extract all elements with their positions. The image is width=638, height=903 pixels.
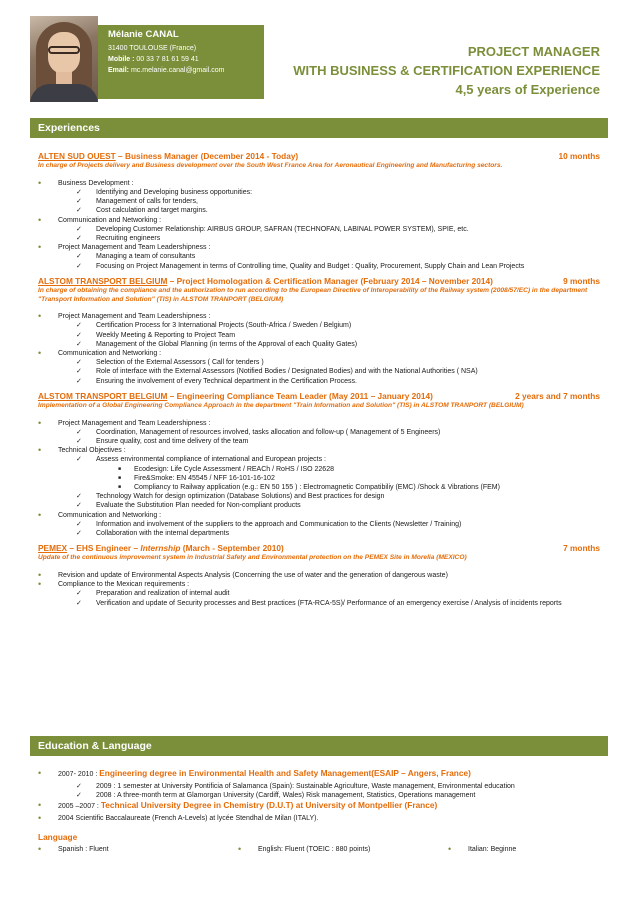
experience-list <box>38 152 600 614</box>
bullet-item: • Technical Objectives : <box>38 446 600 455</box>
bullet-item: ✓ Preparation and realization of internal audit <box>38 589 600 598</box>
bullet-item: ✓ Ensuring the involvement of every Technical department in the Certification Process. <box>38 377 600 386</box>
mobile: Mobile : 00 33 7 81 61 59 41 <box>108 56 199 63</box>
job-title <box>38 544 600 553</box>
bullet-item: ✓ Certification Process for 3 International Projects (South-Africa / Sweden / Belgium) <box>38 321 600 330</box>
job-role <box>38 392 433 401</box>
language-heading: Language <box>38 832 78 843</box>
bullet-item: ✓ Evaluate the Substitution Plan needed for Non-compliant products <box>38 501 600 510</box>
bullet-item: ✓ Management of the Global Planning (in terms of the Approval of each Quality Gates) <box>38 340 600 349</box>
bullet-item: • Project Management and Team Leadershipness : <box>38 312 600 321</box>
bullet-item: • Communication and Networking : <box>38 216 600 225</box>
job-title <box>38 277 600 286</box>
job-duration: 7 months <box>563 543 600 554</box>
job-duration: 2 years and 7 months <box>515 390 600 401</box>
job-bullets <box>38 179 600 271</box>
education-years: 2007- 2010 : <box>58 771 100 778</box>
contact-box <box>98 25 264 99</box>
job-description: Implementation of a Global Engineering Compliance Approach in the department "Train Information and Solution" (TIS) in ALSTOM TRANPORT (BELGIUM) <box>38 402 524 410</box>
bullet-item: ✓ Coordination, Management of resources involved, tasks allocation and follow-up ( Management of 5 Engineers) <box>38 428 600 437</box>
section-education: Education & Language <box>30 736 608 756</box>
bullet-item: ✓ Developing Customer Relationship: AIRBUS GROUP, SAFRAN (TECHNOFAN, LABINAL POWER SYSTEM), SPIE, etc. <box>38 225 600 234</box>
bullet-item: ✓ Selection of the External Assessors ( Call for tenders ) <box>38 358 600 367</box>
job-role-italic: Internship <box>140 543 181 554</box>
headline-title: PROJECT MANAGER <box>467 44 600 59</box>
candidate-name: Mélanie CANAL <box>108 29 179 40</box>
bullet-item: ✓ Verification and update of Security processes and Best practices (FTA-RCA-5S)/ Performance of an emergency exercise / Analysis of incidents reports <box>38 599 600 608</box>
job-bullets <box>38 571 600 608</box>
bullet-item: ✓ Weekly Meeting & Reporting to Project Team <box>38 331 600 340</box>
bullet-item: ✓ Role of interface with the External Assessors (Notified Bodies / Designated Bodies) and with the National Authorities ( NSA) <box>38 367 600 376</box>
job-role-text: – Project Homologation & Certification Manager (February 2014 – November 2014) <box>167 275 493 286</box>
job-company: ALSTOM TRANSPORT BELGIUM <box>38 390 168 401</box>
job-role <box>38 544 284 553</box>
job-role-text: – Engineering Compliance Team Leader (May 2011 – January 2014) <box>167 390 433 401</box>
education-title: Engineering degree in Environmental Health and Safety Management(ESAIP – Angers, France) <box>99 768 471 778</box>
education-item <box>38 814 600 823</box>
bullet-item: ✓ Identifying and Developing business opportunities: <box>38 188 600 197</box>
bullet-item: • Communication and Networking : <box>38 511 600 520</box>
bullet-item: • Revision and update of Environmental Aspects Analysis (Concerning the use of water and the generation of dangerous waste) <box>38 571 600 580</box>
job-role-dates: (March - September 2010) <box>180 543 284 554</box>
bullet-item: ✓ Technology Watch for design optimization (Database Solutions) and Best practices for design <box>38 492 600 501</box>
bullet-item: • Compliance to the Mexican requirements : <box>38 580 600 589</box>
job-entry <box>38 152 600 271</box>
bullet-item: ✓ Collaboration with the internal departments <box>38 529 600 538</box>
job-company: ALSTOM TRANSPORT BELGIUM <box>38 275 168 286</box>
job-company: ALTEN SUD OUEST <box>38 151 116 161</box>
address: 31400 TOULOUSE (France) <box>108 45 197 52</box>
job-role-text: – Business Manager (December 2014 - Today) <box>115 151 299 161</box>
job-description: In charge of Projects delivery and Business development over the South West France Area for Aeronautical Engineering and Manufacturing sectors. <box>38 162 503 170</box>
bullet-item: • Communication and Networking : <box>38 349 600 358</box>
bullet-item: ✓ Ensure quality, cost and time delivery of the team <box>38 437 600 446</box>
education-years: 2004 <box>58 814 76 822</box>
language-item: • Italian: Beginne <box>448 845 598 854</box>
bullet-item: • Business Development : <box>38 179 600 188</box>
education-title: Technical University Degree in Chemistry (D.U.T) at University of Montpellier (France) <box>100 799 438 810</box>
job-entry <box>38 544 600 608</box>
job-entry <box>38 277 600 386</box>
bullet-item: ✓ Management of calls for tenders, <box>38 197 600 206</box>
job-role <box>38 277 493 286</box>
bullet-item: ✓ Assess environmental compliance of international and European projects : <box>38 455 600 464</box>
job-title <box>38 152 600 161</box>
section-experiences: Experiences <box>30 118 608 138</box>
bullet-item: ■ Ecodesign: Life Cycle Assessment / REACh / RoHS / ISO 22628 <box>38 465 600 474</box>
job-title <box>38 392 600 401</box>
education-title: Scientific Baccalaureate (French A-Levels) at lycée Stendhal de Milan (ITALY). <box>75 814 319 822</box>
headline-experience: 4,5 years of Experience <box>455 82 600 97</box>
job-bullets <box>38 419 600 539</box>
education-detail: ✓ 2009 : 1 semester at University Pontificia of Salamanca (Spain): Sustainable Agriculture, Waste management, Environmental education <box>38 782 600 791</box>
bullet-item: ■ Compliancy to Railway application (e.g.: EN 50 155 ) : Electromagnetic Compatibiliy (EMC) /Shock & Vibrations (FEM) <box>38 483 600 492</box>
bullet-item: ■ Fire&Smoke: EN 45545 / NFF 16-101-16-102 <box>38 474 600 483</box>
education-item <box>38 801 600 811</box>
headline-subtitle: WITH BUSINESS & CERTIFICATION EXPERIENCE <box>293 63 600 78</box>
profile-photo <box>30 16 98 102</box>
job-entry <box>38 392 600 538</box>
job-duration: 9 months <box>563 275 600 286</box>
education-years: 2005 –2007 : <box>58 802 101 810</box>
education-detail: ✓ 2008 : A three-month term at Glamorgan University (Cardiff, Wales) Risk management, Statistics, Operations management <box>38 791 600 800</box>
job-bullets <box>38 312 600 386</box>
job-description: Update of the continuous improvement system in Industrial Safety and Environmental protection on the PEMEX Site in Morelia (MEXICO) <box>38 554 467 562</box>
bullet-item: ✓ Focusing on Project Management in terms of Controlling time, Quality and Budget : Quality, Procurement, Supply Chain and Lean Projects <box>38 262 600 271</box>
bullet-item: ✓ Managing a team of consultants <box>38 252 600 261</box>
education-list <box>38 769 600 854</box>
bullet-item: • Project Management and Team Leadershipness : <box>38 243 600 252</box>
bullet-item: ✓ Information and involvement of the suppliers to the approach and Communication to the Clients (Newsletter / Training) <box>38 520 600 529</box>
education-item <box>38 769 600 779</box>
job-duration: 10 months <box>558 151 600 161</box>
job-company: PEMEX <box>38 543 68 554</box>
job-role <box>38 152 298 161</box>
email: Email: mc.melanie.canal@gmail.com <box>108 67 225 74</box>
bullet-item: • Project Management and Team Leadershipness : <box>38 419 600 428</box>
language-list <box>38 845 600 854</box>
language-item: • Spanish : Fluent <box>38 845 238 854</box>
education-bullets <box>38 769 600 823</box>
headline <box>293 42 600 99</box>
bullet-item: ✓ Recruiting engineers <box>38 234 600 243</box>
language-item: • English: Fluent (TOEIC : 880 points) <box>238 845 448 854</box>
job-role-text: – EHS Engineer – <box>67 543 141 554</box>
bullet-item: ✓ Cost calculation and target margins. <box>38 206 600 215</box>
job-description: In charge of obtaining the compliance and the authorization to run according to the European Directive of Interoperability of the Railway system (2008/57/EC) in the department "Transport Information and Solution" (TIS) in ALSTOM TRANPORT (BELGIUM) <box>38 287 588 303</box>
